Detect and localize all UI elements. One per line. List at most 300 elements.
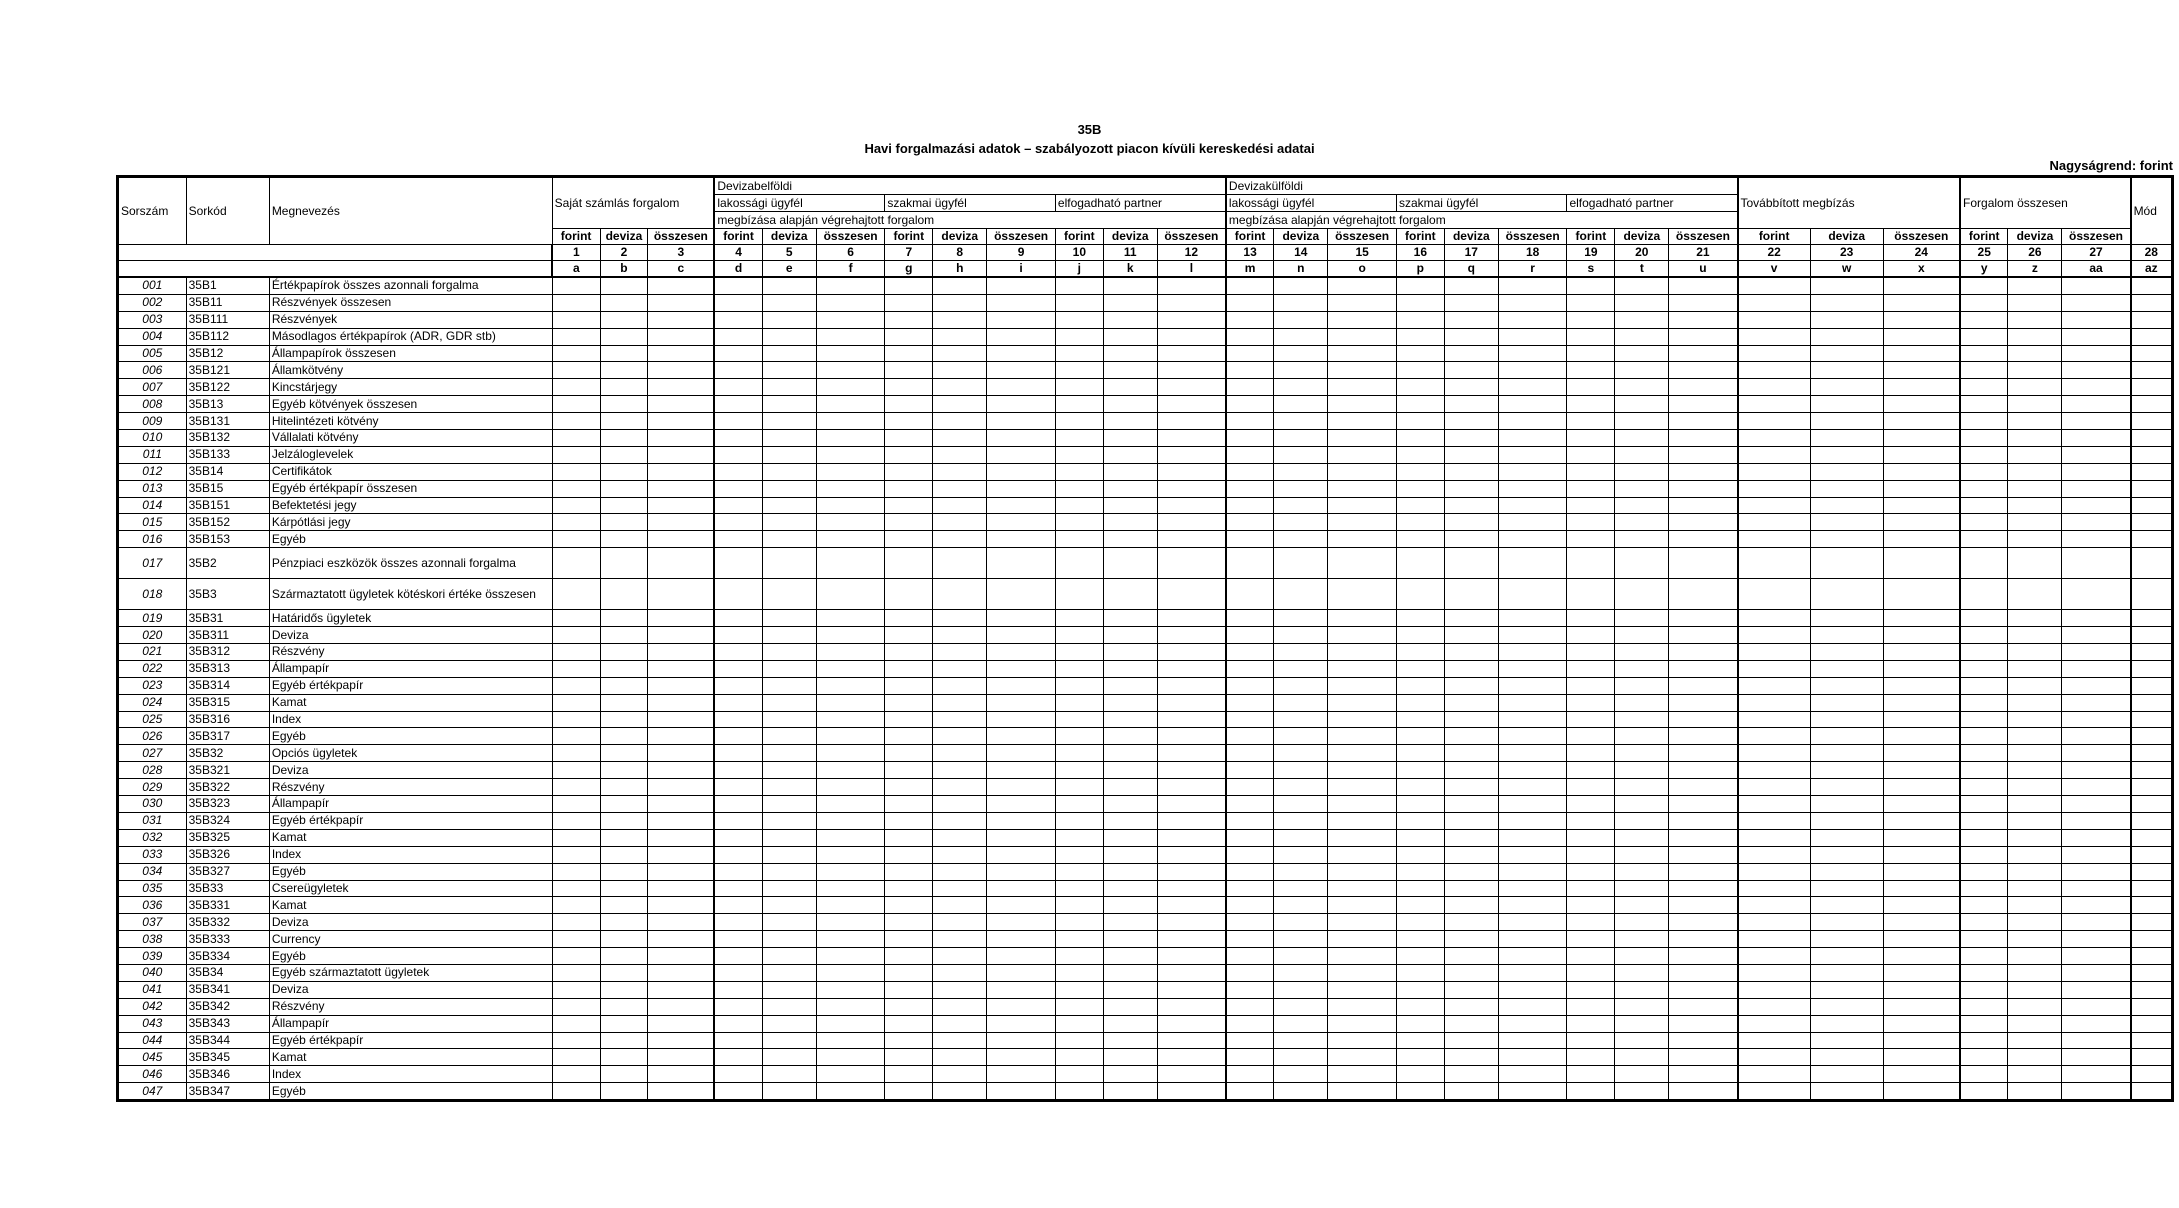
value-cell[interactable] (1055, 1066, 1103, 1083)
value-cell[interactable] (1157, 677, 1226, 694)
value-cell[interactable] (816, 948, 885, 965)
value-cell[interactable] (1810, 379, 1883, 396)
value-cell[interactable] (1396, 311, 1444, 328)
value-cell[interactable] (1444, 660, 1498, 677)
value-cell[interactable] (1810, 396, 1883, 413)
value-cell[interactable] (600, 627, 648, 644)
value-cell[interactable] (714, 579, 762, 610)
value-cell[interactable] (1444, 362, 1498, 379)
value-cell[interactable] (600, 548, 648, 579)
value-cell[interactable] (933, 463, 987, 480)
value-cell[interactable] (1615, 745, 1669, 762)
value-cell[interactable] (600, 677, 648, 694)
value-cell[interactable] (1810, 1032, 1883, 1049)
value-cell[interactable] (1615, 379, 1669, 396)
value-cell[interactable] (1396, 829, 1444, 846)
value-cell[interactable] (987, 311, 1056, 328)
value-cell[interactable] (816, 430, 885, 447)
value-cell[interactable] (762, 277, 816, 294)
value-cell[interactable] (714, 948, 762, 965)
value-cell[interactable] (1883, 711, 1960, 728)
value-cell[interactable] (1103, 396, 1157, 413)
value-cell[interactable] (1567, 779, 1615, 796)
value-cell[interactable] (714, 328, 762, 345)
value-cell[interactable] (762, 998, 816, 1015)
value-cell[interactable] (648, 294, 715, 311)
value-cell[interactable] (1226, 1032, 1274, 1049)
value-cell[interactable] (1328, 396, 1397, 413)
value-cell[interactable] (762, 379, 816, 396)
value-cell[interactable] (885, 413, 933, 430)
value-cell[interactable] (714, 311, 762, 328)
value-cell[interactable] (600, 998, 648, 1015)
value-cell[interactable] (933, 728, 987, 745)
value-cell[interactable] (987, 964, 1056, 981)
value-cell[interactable] (1669, 345, 1738, 362)
value-cell[interactable] (1883, 446, 1960, 463)
value-cell[interactable] (1274, 998, 1328, 1015)
value-cell[interactable] (1103, 711, 1157, 728)
value-cell[interactable] (1498, 812, 1567, 829)
value-cell[interactable] (885, 446, 933, 463)
value-cell[interactable] (1615, 762, 1669, 779)
value-cell[interactable] (1567, 644, 1615, 661)
value-cell[interactable] (816, 413, 885, 430)
value-cell[interactable] (1157, 880, 1226, 897)
value-cell[interactable] (1157, 1015, 1226, 1032)
value-cell[interactable] (1567, 579, 1615, 610)
value-cell[interactable] (1615, 294, 1669, 311)
value-cell[interactable] (2062, 294, 2131, 311)
value-cell[interactable] (1567, 812, 1615, 829)
value-cell[interactable] (1883, 948, 1960, 965)
value-cell[interactable] (1498, 311, 1567, 328)
value-cell[interactable] (2062, 277, 2131, 294)
value-cell[interactable] (816, 294, 885, 311)
value-cell[interactable] (1103, 762, 1157, 779)
value-cell[interactable] (2131, 981, 2173, 998)
value-cell[interactable] (1328, 548, 1397, 579)
value-cell[interactable] (1810, 480, 1883, 497)
value-cell[interactable] (1396, 694, 1444, 711)
value-cell[interactable] (1498, 579, 1567, 610)
value-cell[interactable] (648, 463, 715, 480)
value-cell[interactable] (1274, 328, 1328, 345)
value-cell[interactable] (1883, 430, 1960, 447)
value-cell[interactable] (2131, 413, 2173, 430)
value-cell[interactable] (1274, 1083, 1328, 1101)
value-cell[interactable] (2008, 379, 2062, 396)
value-cell[interactable] (1960, 644, 2008, 661)
value-cell[interactable] (1738, 829, 1811, 846)
value-cell[interactable] (1960, 762, 2008, 779)
value-cell[interactable] (1738, 644, 1811, 661)
value-cell[interactable] (1103, 311, 1157, 328)
value-cell[interactable] (1396, 677, 1444, 694)
value-cell[interactable] (1960, 345, 2008, 362)
value-cell[interactable] (1567, 914, 1615, 931)
value-cell[interactable] (816, 396, 885, 413)
value-cell[interactable] (600, 897, 648, 914)
value-cell[interactable] (1960, 531, 2008, 548)
value-cell[interactable] (1567, 1049, 1615, 1066)
value-cell[interactable] (816, 1032, 885, 1049)
value-cell[interactable] (2131, 998, 2173, 1015)
value-cell[interactable] (1498, 694, 1567, 711)
value-cell[interactable] (1396, 998, 1444, 1015)
value-cell[interactable] (1960, 812, 2008, 829)
value-cell[interactable] (1883, 311, 1960, 328)
value-cell[interactable] (816, 694, 885, 711)
value-cell[interactable] (1615, 846, 1669, 863)
value-cell[interactable] (2008, 579, 2062, 610)
value-cell[interactable] (714, 897, 762, 914)
value-cell[interactable] (1274, 1015, 1328, 1032)
value-cell[interactable] (1444, 796, 1498, 813)
value-cell[interactable] (762, 463, 816, 480)
value-cell[interactable] (2008, 796, 2062, 813)
value-cell[interactable] (1328, 880, 1397, 897)
value-cell[interactable] (762, 914, 816, 931)
value-cell[interactable] (933, 948, 987, 965)
value-cell[interactable] (648, 897, 715, 914)
value-cell[interactable] (1328, 1015, 1397, 1032)
value-cell[interactable] (987, 430, 1056, 447)
value-cell[interactable] (762, 745, 816, 762)
value-cell[interactable] (1157, 328, 1226, 345)
value-cell[interactable] (1157, 610, 1226, 627)
value-cell[interactable] (1567, 396, 1615, 413)
value-cell[interactable] (762, 644, 816, 661)
value-cell[interactable] (885, 644, 933, 661)
value-cell[interactable] (762, 480, 816, 497)
value-cell[interactable] (1960, 362, 2008, 379)
value-cell[interactable] (600, 379, 648, 396)
value-cell[interactable] (1615, 660, 1669, 677)
value-cell[interactable] (1157, 497, 1226, 514)
value-cell[interactable] (1444, 677, 1498, 694)
value-cell[interactable] (1274, 1049, 1328, 1066)
value-cell[interactable] (1055, 480, 1103, 497)
value-cell[interactable] (1615, 1015, 1669, 1032)
value-cell[interactable] (1498, 914, 1567, 931)
value-cell[interactable] (1960, 1066, 2008, 1083)
value-cell[interactable] (2008, 627, 2062, 644)
value-cell[interactable] (648, 880, 715, 897)
value-cell[interactable] (933, 1049, 987, 1066)
value-cell[interactable] (1055, 579, 1103, 610)
value-cell[interactable] (933, 644, 987, 661)
value-cell[interactable] (1615, 480, 1669, 497)
value-cell[interactable] (552, 863, 600, 880)
value-cell[interactable] (552, 711, 600, 728)
value-cell[interactable] (1103, 1015, 1157, 1032)
value-cell[interactable] (933, 812, 987, 829)
value-cell[interactable] (2008, 413, 2062, 430)
value-cell[interactable] (1157, 277, 1226, 294)
value-cell[interactable] (648, 1066, 715, 1083)
value-cell[interactable] (1567, 694, 1615, 711)
value-cell[interactable] (885, 779, 933, 796)
value-cell[interactable] (2062, 863, 2131, 880)
value-cell[interactable] (714, 430, 762, 447)
value-cell[interactable] (1738, 863, 1811, 880)
value-cell[interactable] (1226, 446, 1274, 463)
value-cell[interactable] (1444, 1049, 1498, 1066)
value-cell[interactable] (1103, 964, 1157, 981)
value-cell[interactable] (714, 644, 762, 661)
value-cell[interactable] (1883, 514, 1960, 531)
value-cell[interactable] (1960, 914, 2008, 931)
value-cell[interactable] (1567, 463, 1615, 480)
value-cell[interactable] (552, 931, 600, 948)
value-cell[interactable] (885, 897, 933, 914)
value-cell[interactable] (1498, 328, 1567, 345)
value-cell[interactable] (1328, 328, 1397, 345)
value-cell[interactable] (1810, 863, 1883, 880)
value-cell[interactable] (762, 1015, 816, 1032)
value-cell[interactable] (1669, 829, 1738, 846)
value-cell[interactable] (1498, 480, 1567, 497)
value-cell[interactable] (1444, 694, 1498, 711)
value-cell[interactable] (1960, 1032, 2008, 1049)
value-cell[interactable] (1960, 446, 2008, 463)
value-cell[interactable] (1103, 446, 1157, 463)
value-cell[interactable] (1055, 345, 1103, 362)
value-cell[interactable] (1226, 294, 1274, 311)
value-cell[interactable] (1960, 711, 2008, 728)
value-cell[interactable] (1444, 311, 1498, 328)
value-cell[interactable] (552, 396, 600, 413)
value-cell[interactable] (1396, 413, 1444, 430)
value-cell[interactable] (2008, 711, 2062, 728)
value-cell[interactable] (987, 981, 1056, 998)
value-cell[interactable] (1444, 812, 1498, 829)
value-cell[interactable] (987, 711, 1056, 728)
value-cell[interactable] (1274, 311, 1328, 328)
value-cell[interactable] (933, 914, 987, 931)
value-cell[interactable] (1810, 796, 1883, 813)
value-cell[interactable] (1444, 948, 1498, 965)
value-cell[interactable] (2131, 914, 2173, 931)
value-cell[interactable] (1396, 914, 1444, 931)
value-cell[interactable] (1274, 745, 1328, 762)
value-cell[interactable] (1444, 1083, 1498, 1101)
value-cell[interactable] (1274, 863, 1328, 880)
value-cell[interactable] (1960, 981, 2008, 998)
value-cell[interactable] (885, 362, 933, 379)
value-cell[interactable] (885, 497, 933, 514)
value-cell[interactable] (1810, 531, 1883, 548)
value-cell[interactable] (816, 846, 885, 863)
value-cell[interactable] (2008, 998, 2062, 1015)
value-cell[interactable] (1444, 345, 1498, 362)
value-cell[interactable] (1810, 728, 1883, 745)
value-cell[interactable] (933, 694, 987, 711)
value-cell[interactable] (1396, 548, 1444, 579)
value-cell[interactable] (648, 627, 715, 644)
value-cell[interactable] (552, 1049, 600, 1066)
value-cell[interactable] (1274, 446, 1328, 463)
value-cell[interactable] (1274, 796, 1328, 813)
value-cell[interactable] (1103, 579, 1157, 610)
value-cell[interactable] (1274, 897, 1328, 914)
value-cell[interactable] (1669, 579, 1738, 610)
value-cell[interactable] (648, 914, 715, 931)
value-cell[interactable] (1669, 627, 1738, 644)
value-cell[interactable] (1396, 345, 1444, 362)
value-cell[interactable] (1810, 931, 1883, 948)
value-cell[interactable] (552, 1083, 600, 1101)
value-cell[interactable] (1498, 362, 1567, 379)
value-cell[interactable] (1567, 1015, 1615, 1032)
value-cell[interactable] (1396, 396, 1444, 413)
value-cell[interactable] (885, 463, 933, 480)
value-cell[interactable] (714, 1083, 762, 1101)
value-cell[interactable] (648, 579, 715, 610)
value-cell[interactable] (1738, 762, 1811, 779)
value-cell[interactable] (714, 880, 762, 897)
value-cell[interactable] (648, 1032, 715, 1049)
value-cell[interactable] (714, 863, 762, 880)
value-cell[interactable] (1157, 745, 1226, 762)
value-cell[interactable] (1669, 446, 1738, 463)
value-cell[interactable] (1669, 779, 1738, 796)
value-cell[interactable] (987, 1015, 1056, 1032)
value-cell[interactable] (1055, 396, 1103, 413)
value-cell[interactable] (816, 579, 885, 610)
value-cell[interactable] (1883, 998, 1960, 1015)
value-cell[interactable] (987, 829, 1056, 846)
value-cell[interactable] (1274, 463, 1328, 480)
value-cell[interactable] (1103, 362, 1157, 379)
value-cell[interactable] (1615, 829, 1669, 846)
value-cell[interactable] (2062, 677, 2131, 694)
value-cell[interactable] (816, 931, 885, 948)
value-cell[interactable] (1669, 796, 1738, 813)
value-cell[interactable] (1615, 446, 1669, 463)
value-cell[interactable] (2062, 981, 2131, 998)
value-cell[interactable] (1055, 311, 1103, 328)
value-cell[interactable] (1274, 914, 1328, 931)
value-cell[interactable] (1157, 948, 1226, 965)
value-cell[interactable] (648, 277, 715, 294)
value-cell[interactable] (1274, 1032, 1328, 1049)
value-cell[interactable] (1157, 1049, 1226, 1066)
value-cell[interactable] (648, 610, 715, 627)
value-cell[interactable] (1960, 660, 2008, 677)
value-cell[interactable] (1328, 1032, 1397, 1049)
value-cell[interactable] (933, 846, 987, 863)
value-cell[interactable] (1444, 446, 1498, 463)
value-cell[interactable] (714, 396, 762, 413)
value-cell[interactable] (2008, 779, 2062, 796)
value-cell[interactable] (2131, 762, 2173, 779)
value-cell[interactable] (885, 531, 933, 548)
value-cell[interactable] (2131, 948, 2173, 965)
value-cell[interactable] (1103, 627, 1157, 644)
value-cell[interactable] (1738, 914, 1811, 931)
value-cell[interactable] (1810, 548, 1883, 579)
value-cell[interactable] (816, 829, 885, 846)
value-cell[interactable] (1738, 998, 1811, 1015)
value-cell[interactable] (1328, 610, 1397, 627)
value-cell[interactable] (600, 728, 648, 745)
value-cell[interactable] (1226, 812, 1274, 829)
value-cell[interactable] (714, 964, 762, 981)
value-cell[interactable] (552, 964, 600, 981)
value-cell[interactable] (1103, 463, 1157, 480)
value-cell[interactable] (933, 660, 987, 677)
value-cell[interactable] (1055, 948, 1103, 965)
value-cell[interactable] (1567, 897, 1615, 914)
value-cell[interactable] (933, 497, 987, 514)
value-cell[interactable] (1615, 931, 1669, 948)
value-cell[interactable] (1396, 514, 1444, 531)
value-cell[interactable] (1567, 998, 1615, 1015)
value-cell[interactable] (1274, 694, 1328, 711)
value-cell[interactable] (552, 677, 600, 694)
value-cell[interactable] (600, 1083, 648, 1101)
value-cell[interactable] (987, 1032, 1056, 1049)
value-cell[interactable] (1444, 914, 1498, 931)
value-cell[interactable] (2062, 880, 2131, 897)
value-cell[interactable] (2008, 362, 2062, 379)
value-cell[interactable] (600, 311, 648, 328)
value-cell[interactable] (1615, 897, 1669, 914)
value-cell[interactable] (1055, 1083, 1103, 1101)
value-cell[interactable] (2131, 964, 2173, 981)
value-cell[interactable] (1960, 480, 2008, 497)
value-cell[interactable] (1328, 846, 1397, 863)
value-cell[interactable] (600, 981, 648, 998)
value-cell[interactable] (1883, 1049, 1960, 1066)
value-cell[interactable] (2131, 1032, 2173, 1049)
value-cell[interactable] (1328, 1049, 1397, 1066)
value-cell[interactable] (1274, 1066, 1328, 1083)
value-cell[interactable] (648, 762, 715, 779)
value-cell[interactable] (762, 1032, 816, 1049)
value-cell[interactable] (816, 345, 885, 362)
value-cell[interactable] (1055, 548, 1103, 579)
value-cell[interactable] (1883, 1032, 1960, 1049)
value-cell[interactable] (1055, 497, 1103, 514)
value-cell[interactable] (1396, 277, 1444, 294)
value-cell[interactable] (1396, 531, 1444, 548)
value-cell[interactable] (552, 660, 600, 677)
value-cell[interactable] (1669, 311, 1738, 328)
value-cell[interactable] (1669, 846, 1738, 863)
value-cell[interactable] (1103, 914, 1157, 931)
value-cell[interactable] (762, 328, 816, 345)
value-cell[interactable] (1055, 531, 1103, 548)
value-cell[interactable] (600, 1049, 648, 1066)
value-cell[interactable] (987, 463, 1056, 480)
value-cell[interactable] (1810, 897, 1883, 914)
value-cell[interactable] (987, 497, 1056, 514)
value-cell[interactable] (2062, 897, 2131, 914)
value-cell[interactable] (1883, 345, 1960, 362)
value-cell[interactable] (1883, 694, 1960, 711)
value-cell[interactable] (648, 531, 715, 548)
value-cell[interactable] (1810, 294, 1883, 311)
value-cell[interactable] (1669, 1066, 1738, 1083)
value-cell[interactable] (1103, 497, 1157, 514)
value-cell[interactable] (648, 812, 715, 829)
value-cell[interactable] (1328, 277, 1397, 294)
value-cell[interactable] (885, 610, 933, 627)
value-cell[interactable] (1960, 677, 2008, 694)
